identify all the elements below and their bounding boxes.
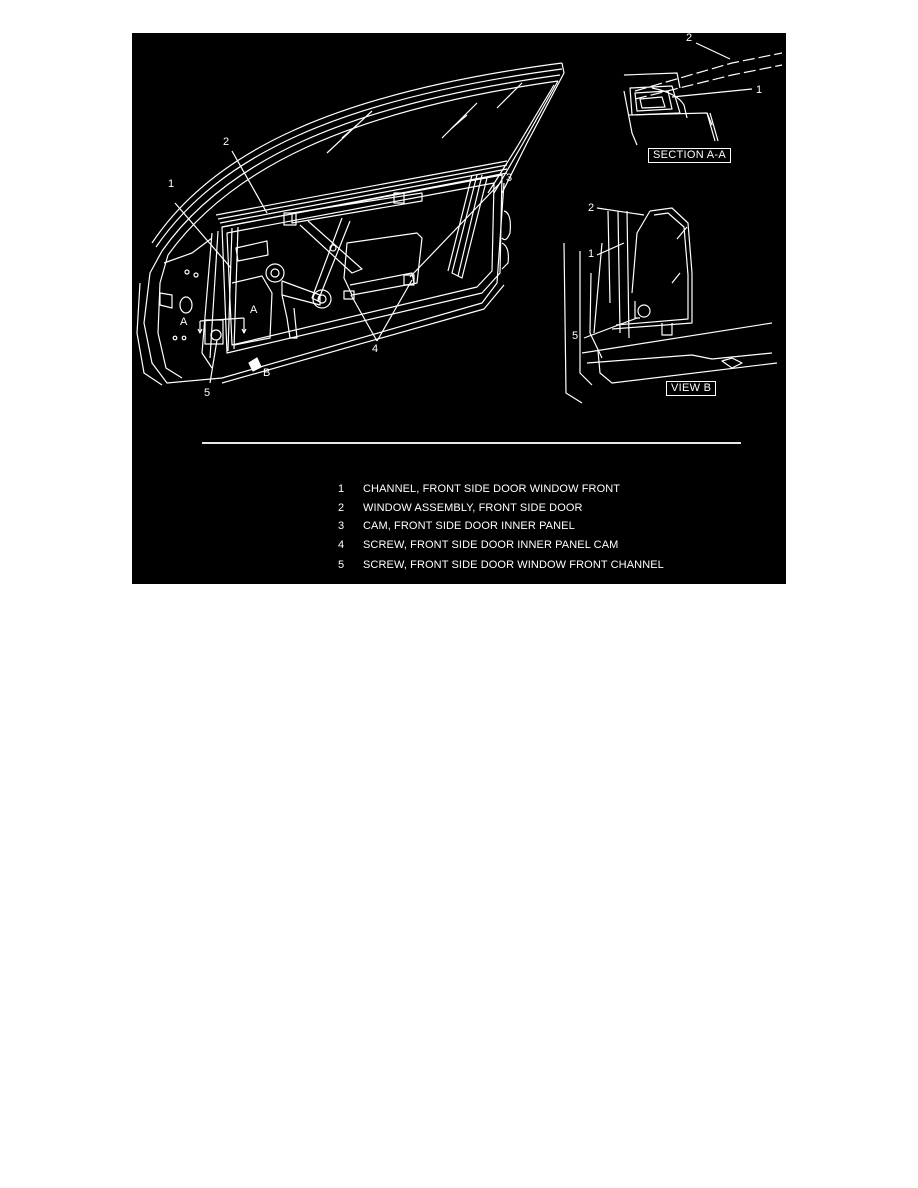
legend-number: 3 — [338, 520, 345, 532]
legend-number: 1 — [338, 483, 345, 495]
legend-text: SCREW, FRONT SIDE DOOR INNER PANEL CAM — [363, 538, 619, 551]
section-a-mark-left: A — [180, 316, 188, 328]
view-b-mark: B — [263, 367, 271, 379]
section-aa-title: SECTION A-A — [648, 148, 731, 163]
view-b-callout-5: 5 — [572, 330, 579, 342]
legend-number: 5 — [338, 558, 345, 571]
door-window-diagram — [132, 33, 786, 584]
legend-item — [338, 538, 778, 558]
view-b-callout-2: 2 — [588, 202, 595, 214]
callout-1-main: 1 — [168, 178, 175, 190]
legend-text: CHANNEL, FRONT SIDE DOOR WINDOW FRONT — [363, 483, 621, 495]
callout-4-main: 4 — [372, 343, 379, 355]
section-a-mark-right: A — [250, 304, 258, 316]
legend-divider — [202, 442, 741, 444]
legend-text: CAM, FRONT SIDE DOOR INNER PANEL — [363, 520, 575, 532]
callout-2-main: 2 — [223, 136, 230, 148]
legend-number: 4 — [338, 538, 345, 551]
legend-number: 2 — [338, 501, 345, 514]
callout-3-main: 3 — [506, 172, 513, 184]
section-aa-callout-1: 1 — [756, 84, 763, 96]
legend-item — [338, 482, 778, 501]
view-b-callout-1: 1 — [588, 248, 595, 260]
legend-text: SCREW, FRONT SIDE DOOR WINDOW FRONT CHANNEL — [363, 558, 664, 571]
legend-item — [338, 519, 778, 538]
parts-legend — [338, 482, 778, 576]
legend-item — [338, 558, 778, 577]
callout-5-main: 5 — [204, 387, 211, 399]
section-aa-callout-2: 2 — [686, 33, 693, 44]
view-b-title: VIEW B — [666, 381, 716, 396]
legend-text: WINDOW ASSEMBLY, FRONT SIDE DOOR — [363, 501, 583, 514]
legend-item — [338, 501, 778, 520]
